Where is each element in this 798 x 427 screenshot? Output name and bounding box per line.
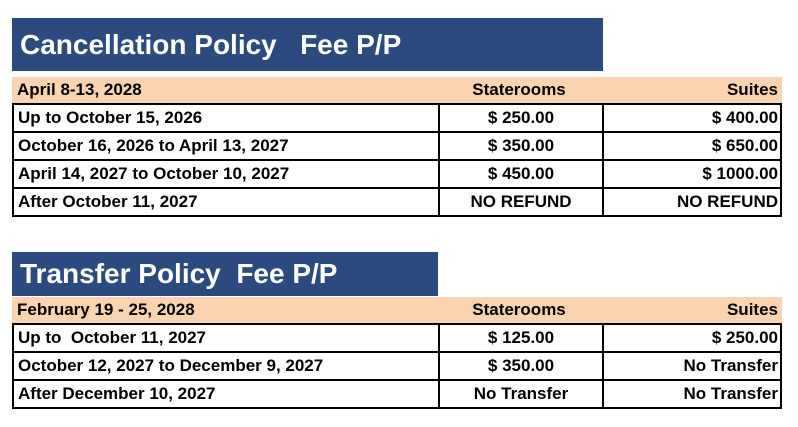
staterooms-fee-cell: $ 125.00 bbox=[438, 325, 604, 351]
staterooms-fee-cell: NO REFUND bbox=[438, 189, 604, 215]
header-suites: Suites bbox=[726, 80, 778, 99]
table-header bbox=[12, 77, 782, 103]
period-cell: Up to October 15, 2026 bbox=[18, 108, 203, 127]
suites-fee-cell: $ 1000.00 bbox=[702, 164, 778, 183]
suites-fee-cell: $ 650.00 bbox=[711, 136, 778, 155]
transfer-policy-title: Transfer Policy Fee P/P bbox=[12, 252, 438, 296]
cancellation-policy-title: Cancellation Policy Fee P/P bbox=[12, 18, 603, 71]
period-cell: After October 11, 2027 bbox=[18, 192, 198, 211]
transfer-fee-table bbox=[12, 297, 782, 409]
header-staterooms: Staterooms bbox=[472, 300, 566, 319]
staterooms-fee-cell: No Transfer bbox=[438, 381, 604, 407]
staterooms-fee-cell: $ 250.00 bbox=[438, 105, 604, 131]
period-cell: April 14, 2027 to October 10, 2027 bbox=[18, 164, 290, 183]
cancellation-fee-table bbox=[12, 77, 782, 217]
period-cell: Up to October 11, 2027 bbox=[18, 328, 207, 347]
suites-fee-cell: $ 250.00 bbox=[711, 328, 778, 347]
header-date-range: April 8-13, 2028 bbox=[17, 80, 142, 99]
header-suites: Suites bbox=[726, 300, 778, 319]
table-header bbox=[12, 297, 782, 323]
staterooms-fee-cell: $ 350.00 bbox=[438, 353, 604, 379]
staterooms-fee-cell: $ 350.00 bbox=[438, 133, 604, 159]
table-row bbox=[12, 103, 782, 133]
suites-fee-cell: No Transfer bbox=[683, 384, 778, 403]
header-date-range: February 19 - 25, 2028 bbox=[17, 300, 195, 319]
table-row bbox=[12, 323, 782, 353]
period-cell: After December 10, 2027 bbox=[18, 384, 216, 403]
table-row bbox=[12, 161, 782, 189]
header-staterooms: Staterooms bbox=[472, 80, 566, 99]
staterooms-fee-cell: $ 450.00 bbox=[438, 161, 604, 187]
table-row bbox=[12, 133, 782, 161]
suites-fee-cell: No Transfer bbox=[683, 356, 778, 375]
period-cell: October 12, 2027 to December 9, 2027 bbox=[18, 356, 324, 375]
suites-fee-cell: $ 400.00 bbox=[711, 108, 778, 127]
table-row bbox=[12, 353, 782, 381]
table-row bbox=[12, 381, 782, 409]
table-row bbox=[12, 189, 782, 217]
period-cell: October 16, 2026 to April 13, 2027 bbox=[18, 136, 289, 155]
suites-fee-cell: NO REFUND bbox=[676, 192, 778, 211]
